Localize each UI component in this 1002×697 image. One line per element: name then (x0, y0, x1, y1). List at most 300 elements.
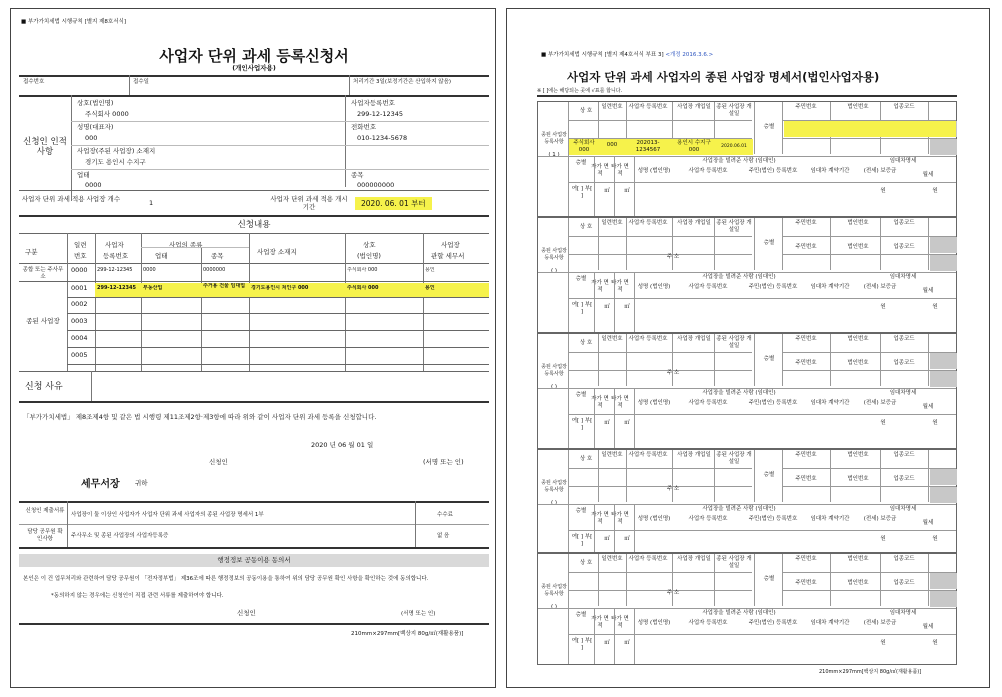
statement-title: 사업자 단위 과세 사업자의 종된 사업장 명세서(법인사업자용) (567, 70, 880, 84)
block-vline (928, 218, 929, 270)
registration-form-page (10, 8, 496, 688)
lbl-won: 원 (880, 188, 886, 194)
block-vline (598, 450, 599, 502)
lbl-rent-period: 임대차 계약기간 (810, 516, 850, 522)
block-vline (880, 218, 881, 270)
lbl-lessor-name: 성명 (법인명) (637, 168, 671, 174)
block-vline (830, 450, 831, 502)
block-hline (568, 414, 956, 415)
col-tradename-1: 상호 (363, 241, 376, 249)
check-label: 담당 공무원 확인사항 (27, 529, 63, 542)
trade-name-value: 주식회사 0000 (85, 110, 129, 118)
lbl-lessor-resident: 주민(법인) 등록번호 (748, 620, 798, 626)
col-kind: 사업의 종류 (169, 241, 203, 249)
block-vline (614, 504, 615, 552)
first-open: 용인시 수지구 000 (677, 140, 711, 153)
block-vline (598, 334, 599, 386)
lbl-lease-header: 사업장을 빌려준 사람 (임대인) (702, 506, 776, 512)
block-hline (568, 634, 956, 635)
row-0001-type: 부동산업 (143, 285, 163, 291)
lbl-corp: 법인번호 (847, 452, 869, 458)
block-side-label: 종된 사업장 등록사항 (541, 248, 567, 261)
code-box (930, 139, 957, 155)
lbl-lessor-resident: 주민(법인) 등록번호 (748, 168, 798, 174)
block-vline (782, 334, 783, 386)
lbl-self: 자가 면적 (591, 616, 609, 629)
lbl-close: 종된 사업장 개설일 (716, 220, 752, 233)
code-box (930, 371, 957, 387)
col-tax-1: 사업장 (441, 241, 460, 249)
applied-period-value: 2020. 06. 01 부터 (355, 197, 432, 210)
block-number: ( ) (550, 500, 558, 506)
col-tax-2: 관할 세무서 (431, 252, 465, 260)
lbl-bizno: 사업자 등록번호 (628, 336, 668, 342)
block-vline (830, 554, 831, 606)
block-vline (714, 554, 715, 606)
receipt-date-label: 접수일 (133, 79, 149, 85)
col-category: 구분 (25, 248, 38, 256)
business-type-value: 0000 (85, 181, 102, 189)
phone-value: 010-1234-5678 (357, 134, 408, 142)
lbl-rent-header: 임대차명세 (889, 390, 917, 396)
row-0005-serial: 0005 (71, 352, 88, 358)
tax-office-suffix: 귀하 (135, 479, 148, 487)
row-0000-type: 0000 (143, 267, 156, 273)
lbl-monthly: 월세 (922, 520, 934, 526)
lbl-resident-2: 주민번호 (795, 580, 817, 586)
code-box (930, 591, 957, 607)
lbl-bizno: 사업자 등록번호 (628, 556, 668, 562)
block-vline (594, 504, 595, 552)
block-vline (594, 608, 595, 664)
lbl-lessor-bizno: 사업자 등록번호 (688, 400, 728, 406)
row-divider (67, 330, 489, 331)
address-value: 경기도 용인시 수지구 (85, 158, 146, 166)
row-0001-serial: 0001 (71, 285, 88, 291)
col-kind-item: 종목 (211, 252, 224, 260)
row-branch-label: 종된 사업장 (26, 317, 60, 325)
block-vline (626, 334, 627, 386)
lbl-bizno: 사업자 등록번호 (628, 452, 668, 458)
lbl-floor-2: 층별 (575, 160, 587, 166)
applicant-section-label: 신청인 인적사항 (23, 137, 67, 157)
block-hline (568, 182, 956, 183)
block-vline (928, 554, 929, 606)
lbl-floor-2: 층별 (575, 392, 587, 398)
trade-name-label: 상호(법인명) (77, 99, 114, 107)
lbl-monthly: 월세 (922, 404, 934, 410)
lbl-lessor-bizno: 사업자 등록번호 (688, 168, 728, 174)
lbl-m2: ㎡ (604, 420, 610, 426)
block-vline (714, 450, 715, 502)
consent-header: 행정정보 공동이용 동의서 (19, 554, 489, 567)
lbl-won: 원 (880, 536, 886, 542)
row-0004-serial: 0004 (71, 335, 88, 341)
lbl-close: 종된 사업장 개설일 (716, 452, 752, 465)
lbl-deposit: (전세) 보증금 (863, 620, 897, 626)
row-0001-bizno: 299-12-12345 (97, 285, 136, 291)
lbl-trade: 상 호 (579, 456, 593, 462)
block-vline (754, 554, 755, 606)
block-vline (754, 102, 755, 154)
attach-label: 신청인 제출서류 (25, 508, 65, 514)
lbl-deposit: (전세) 보증금 (863, 168, 897, 174)
lbl-corp-2: 법인번호 (847, 360, 869, 366)
lbl-bizno: 사업자 등록번호 (628, 220, 668, 226)
block-vline (614, 608, 615, 664)
lbl-lessor-resident: 주민(법인) 등록번호 (748, 284, 798, 290)
lbl-other: 타가 면적 (611, 512, 629, 525)
business-item-label: 종목 (351, 171, 364, 179)
check-text: 주사무소 및 종된 사업장의 사업자등록증 (71, 533, 169, 539)
code-box (930, 573, 957, 589)
attach-text: 사업장이 둘 이상인 사업자가 사업자 단위 과세 사업자의 종된 사업장 명세서 1부 (71, 512, 264, 518)
block-vline (672, 450, 673, 502)
lbl-m2-2: ㎡ (624, 420, 630, 426)
lbl-corp-2: 법인번호 (847, 580, 869, 586)
business-type-label: 업태 (77, 171, 90, 179)
block-vline (714, 334, 715, 386)
block-vline (714, 218, 715, 270)
block-vline (568, 450, 569, 552)
block-number: ( ) (550, 604, 558, 610)
lbl-code: 업종코드 (893, 220, 915, 226)
block-hline (538, 272, 956, 273)
lbl-code-2: 업종코드 (893, 580, 915, 586)
row-0001-trade: 주식회사 000 (347, 285, 379, 291)
block-number: ( 1 ) (548, 152, 560, 158)
lbl-corp: 법인번호 (847, 104, 869, 110)
lbl-open: 사업장 개업일 (677, 104, 711, 110)
lbl-won-2: 원 (932, 536, 938, 542)
col-bizno-1: 사업자 (105, 241, 124, 249)
block-vline (782, 450, 783, 502)
applicant-label: 신청인 (209, 458, 228, 466)
block-hline (568, 236, 752, 237)
applicant-sign: (서명 또는 인) (423, 458, 464, 466)
col-tradename-2: (법인명) (357, 252, 381, 260)
lbl-floor: 층별 (763, 124, 775, 130)
business-item-value: 000000000 (357, 181, 395, 189)
statement-instruction: ※ [ ]에는 해당되는 곳에 √표를 합니다. (537, 88, 623, 94)
block-hline (538, 156, 956, 157)
lbl-won-2: 원 (932, 188, 938, 194)
block-vline (626, 218, 627, 270)
lbl-trade: 상 호 (579, 224, 593, 230)
block-vline (598, 218, 599, 270)
block-vline (594, 272, 595, 332)
lbl-close: 종된 사업장 개설일 (716, 336, 752, 349)
branch-block (537, 217, 957, 333)
lbl-resident: 주민번호 (795, 336, 817, 342)
lbl-floor-2: 층별 (575, 612, 587, 618)
lbl-floor: 층별 (763, 240, 775, 246)
block-vline (782, 218, 783, 270)
lbl-lessor-resident: 주민(법인) 등록번호 (748, 400, 798, 406)
date-text: 2020 년 06 월 01 일 (311, 441, 374, 449)
lbl-rent-header: 임대차명세 (889, 158, 917, 164)
form-header-note: ■ 부가가치세법 시행규칙 [별지 제8호서식] (21, 19, 126, 25)
lbl-resident-2: 주민번호 (795, 244, 817, 250)
lbl-rent-period: 임대차 계약기간 (810, 620, 850, 626)
lbl-monthly: 월세 (922, 624, 934, 630)
first-trade-2: 000 (578, 147, 590, 153)
row-divider (67, 297, 489, 298)
block-vline (634, 504, 635, 552)
lbl-serial: 일련번호 (601, 556, 623, 562)
lbl-floor: 층별 (763, 472, 775, 478)
fee-value: 없 음 (437, 533, 450, 539)
block-vline (614, 388, 615, 448)
lbl-lease-header: 사업장을 빌려준 사람 (임대인) (702, 390, 776, 396)
block-hline (568, 298, 956, 299)
lbl-open: 사업장 개업일 (677, 220, 711, 226)
block-side-label: 종된 사업장 등록사항 (541, 132, 567, 145)
col-location: 사업장 소재지 (257, 248, 297, 256)
lbl-bizno: 사업자 등록번호 (628, 104, 668, 110)
lbl-m2-2: ㎡ (624, 188, 630, 194)
lbl-won: 원 (880, 640, 886, 646)
lbl-resident-2: 주민번호 (795, 476, 817, 482)
code-box (930, 353, 957, 369)
lbl-resident: 주민번호 (795, 104, 817, 110)
lbl-trade: 상 호 (579, 108, 593, 114)
lbl-open: 사업장 개업일 (677, 556, 711, 562)
lbl-won: 원 (880, 420, 886, 426)
bizno-value: 299-12-12345 (357, 110, 404, 118)
statement-header-text: ■ 부가가치세법 시행규칙 [별지 제4호서식 부표 3] (541, 52, 664, 58)
lbl-yes: 여[ ] 부[ ] (571, 638, 593, 651)
phone-label: 전화번호 (351, 123, 377, 131)
block-vline (880, 554, 881, 606)
block-hline (568, 352, 752, 353)
address-label: 사업장(주된 사업장) 소재지 (77, 147, 156, 155)
lbl-code: 업종코드 (893, 452, 915, 458)
lbl-rent-period: 임대차 계약기간 (810, 284, 850, 290)
lbl-code: 업종코드 (893, 556, 915, 562)
branch-block (537, 333, 957, 449)
lbl-other: 타가 면적 (611, 396, 629, 409)
row-0001-office: 용인 (425, 285, 435, 291)
bizno-label: 사업자등록번호 (351, 99, 395, 107)
lbl-lessor-resident: 주민(법인) 등록번호 (748, 516, 798, 522)
branch-block (537, 449, 957, 553)
lbl-m2-2: ㎡ (624, 640, 630, 646)
tax-office-head: 세무서장 (81, 479, 120, 490)
declaration-text: 「부가가치세법」 제8조제4항 및 같은 법 시행령 제11조제2항·제3항에 따라 위와 같이 사업자 단위 과세 등록을 신청합니다. (23, 413, 377, 421)
lbl-serial: 일련번호 (601, 336, 623, 342)
lbl-m2: ㎡ (604, 536, 610, 542)
lbl-trade: 상 호 (579, 340, 593, 346)
lbl-won-2: 원 (932, 304, 938, 310)
lbl-corp: 법인번호 (847, 336, 869, 342)
lbl-yes: 여[ ] 부[ ] (571, 302, 593, 315)
applied-count-label: 사업자 단위 과세 적용 사업장 개수 (21, 195, 121, 203)
lbl-lessor-bizno: 사업자 등록번호 (688, 284, 728, 290)
col-serial-2: 번호 (74, 252, 87, 260)
highlight-address (784, 121, 956, 137)
lbl-monthly: 월세 (922, 288, 934, 294)
name-label: 성명(대표자) (77, 123, 114, 131)
lbl-open: 사업장 개업일 (677, 336, 711, 342)
lbl-lessor-name: 성명 (법인명) (637, 400, 671, 406)
lbl-yes: 여[ ] 부[ ] (571, 418, 593, 431)
row-0001-item: 주거용 건물 임대업 (203, 283, 246, 289)
lbl-other: 타가 면적 (611, 164, 629, 177)
block-side-label: 종된 사업장 등록사항 (541, 584, 567, 597)
lbl-address: 주 소 (666, 590, 680, 596)
paper-size-note: 210mm×297mm[백상지 80g/㎡(재활용품)] (351, 631, 464, 637)
code-box (930, 237, 957, 253)
lbl-resident: 주민번호 (795, 556, 817, 562)
lbl-self: 자가 면적 (591, 280, 609, 293)
lbl-resident: 주민번호 (795, 452, 817, 458)
row-0000-office: 용인 (425, 267, 435, 273)
receipt-no-label: 접수번호 (23, 79, 45, 85)
lbl-rent-header: 임대차명세 (889, 506, 917, 512)
consent-applicant: 신청인 (237, 609, 256, 617)
branch-statement-page (506, 8, 990, 688)
block-vline (880, 334, 881, 386)
block-vline (598, 554, 599, 606)
lbl-resident-2: 주민번호 (795, 360, 817, 366)
block-vline (614, 272, 615, 332)
lbl-address: 주 소 (666, 486, 680, 492)
consent-text-2: *동의하지 않는 경우에는 신청인이 직접 관련 서류를 제출하여야 합니다. (51, 593, 224, 599)
block-number: ( ) (550, 268, 558, 274)
fee-label: 수수료 (437, 512, 453, 518)
consent-text-1: 본인은 이 건 업무처리와 관련하여 담당 공무원이 「전자정부법」 제36조에 따른 행정정보의 공동이용을 통하여 위의 담당 공무원 확인 사항을 확인하는 것에 동의합니다. (23, 576, 429, 582)
block-number: ( ) (550, 384, 558, 390)
row-0000-bizno: 299-12-12345 (97, 267, 133, 273)
lbl-self: 자가 면적 (591, 396, 609, 409)
lbl-lessor-name: 성명 (법인명) (637, 516, 671, 522)
lbl-yes: 여[ ] 부[ ] (571, 186, 593, 199)
lbl-code-2: 업종코드 (893, 360, 915, 366)
block-hline (538, 388, 956, 389)
lbl-self: 자가 면적 (591, 512, 609, 525)
block-vline (634, 272, 635, 332)
lbl-deposit: (전세) 보증금 (863, 516, 897, 522)
lbl-code: 업종코드 (893, 104, 915, 110)
lbl-close: 종된 사업장 개설일 (716, 556, 752, 569)
block-vline (754, 450, 755, 502)
lbl-floor-2: 층별 (575, 276, 587, 282)
lbl-rent-period: 임대차 계약기간 (810, 168, 850, 174)
lbl-m2: ㎡ (604, 188, 610, 194)
row-0002-serial: 0002 (71, 301, 88, 307)
lbl-floor: 층별 (763, 356, 775, 362)
block-vline (626, 554, 627, 606)
lbl-lessor-name: 성명 (법인명) (637, 284, 671, 290)
col-kind-type: 업태 (155, 252, 168, 260)
first-serial: 000 (606, 142, 618, 148)
lbl-self: 자가 면적 (591, 164, 609, 177)
processing-period-label: 처리기간 3일(보정기간은 산입하지 않음) (353, 79, 452, 85)
lbl-won-2: 원 (932, 640, 938, 646)
lbl-won: 원 (880, 304, 886, 310)
block-vline (594, 156, 595, 216)
lbl-floor-2: 층별 (575, 508, 587, 514)
code-box (930, 469, 957, 485)
reason-label: 신청 사유 (25, 382, 63, 392)
row-0001-location: 경기도용인시 처인구 000 (251, 285, 309, 291)
block-vline (830, 334, 831, 386)
lbl-won-2: 원 (932, 420, 938, 426)
block-vline (614, 156, 615, 216)
row-main-label: 종합 또는 주사무소 (22, 267, 64, 280)
block-vline (626, 450, 627, 502)
lbl-floor: 층별 (763, 576, 775, 582)
lbl-serial: 일련번호 (601, 104, 623, 110)
lbl-open: 사업장 개업일 (677, 452, 711, 458)
row-0003-serial: 0003 (71, 318, 88, 324)
lbl-lessor-bizno: 사업자 등록번호 (688, 620, 728, 626)
block-vline (672, 554, 673, 606)
lbl-m2: ㎡ (604, 304, 610, 310)
lbl-serial: 일련번호 (601, 220, 623, 226)
block-vline (672, 334, 673, 386)
lbl-monthly: 월세 (922, 172, 934, 178)
block-hline (568, 530, 956, 531)
row-0000-serial: 0000 (71, 267, 88, 273)
lbl-code: 업종코드 (893, 336, 915, 342)
code-box (930, 255, 957, 271)
row-divider (67, 364, 489, 365)
block-vline (568, 554, 569, 664)
block-vline (594, 388, 595, 448)
block-hline (568, 468, 752, 469)
code-box (930, 487, 957, 503)
block-vline (830, 218, 831, 270)
lbl-close: 종된 사업장 개설일 (716, 104, 752, 117)
lbl-m2-2: ㎡ (624, 304, 630, 310)
block-side-label: 종된 사업장 등록사항 (541, 480, 567, 493)
lbl-rent-header: 임대차명세 (889, 610, 917, 616)
lbl-m2-2: ㎡ (624, 536, 630, 542)
lbl-lease-header: 사업장을 빌려준 사람 (임대인) (702, 610, 776, 616)
row-divider (67, 313, 489, 314)
lbl-m2: ㎡ (604, 640, 610, 646)
row-divider (67, 347, 489, 348)
statement-header-note (541, 52, 713, 59)
applied-count-value: 1 (149, 199, 154, 207)
block-vline (754, 218, 755, 270)
first-trade: 주식회사 (573, 140, 595, 146)
block-hline (568, 120, 752, 121)
lbl-serial: 일련번호 (601, 452, 623, 458)
lbl-other: 타가 면적 (611, 280, 629, 293)
branch-block (537, 101, 957, 217)
lbl-lease-header: 사업장을 빌려준 사람 (임대인) (702, 158, 776, 164)
lbl-lessor-bizno: 사업자 등록번호 (688, 516, 728, 522)
block-vline (880, 450, 881, 502)
row-0000-item: 0000000 (203, 267, 226, 273)
block-vline (782, 554, 783, 606)
branch-block (537, 553, 957, 665)
content-header: 신청내용 (237, 220, 271, 230)
block-vline (634, 156, 635, 216)
lbl-corp: 법인번호 (847, 220, 869, 226)
lbl-corp-2: 법인번호 (847, 244, 869, 250)
lbl-deposit: (전세) 보증금 (863, 284, 897, 290)
first-bizno: 202013-1234567 (635, 140, 661, 153)
lbl-code-2: 업종코드 (893, 244, 915, 250)
lbl-other: 타가 면적 (611, 616, 629, 629)
block-hline (538, 504, 956, 505)
lbl-code-2: 업종코드 (893, 476, 915, 482)
block-vline (928, 334, 929, 386)
